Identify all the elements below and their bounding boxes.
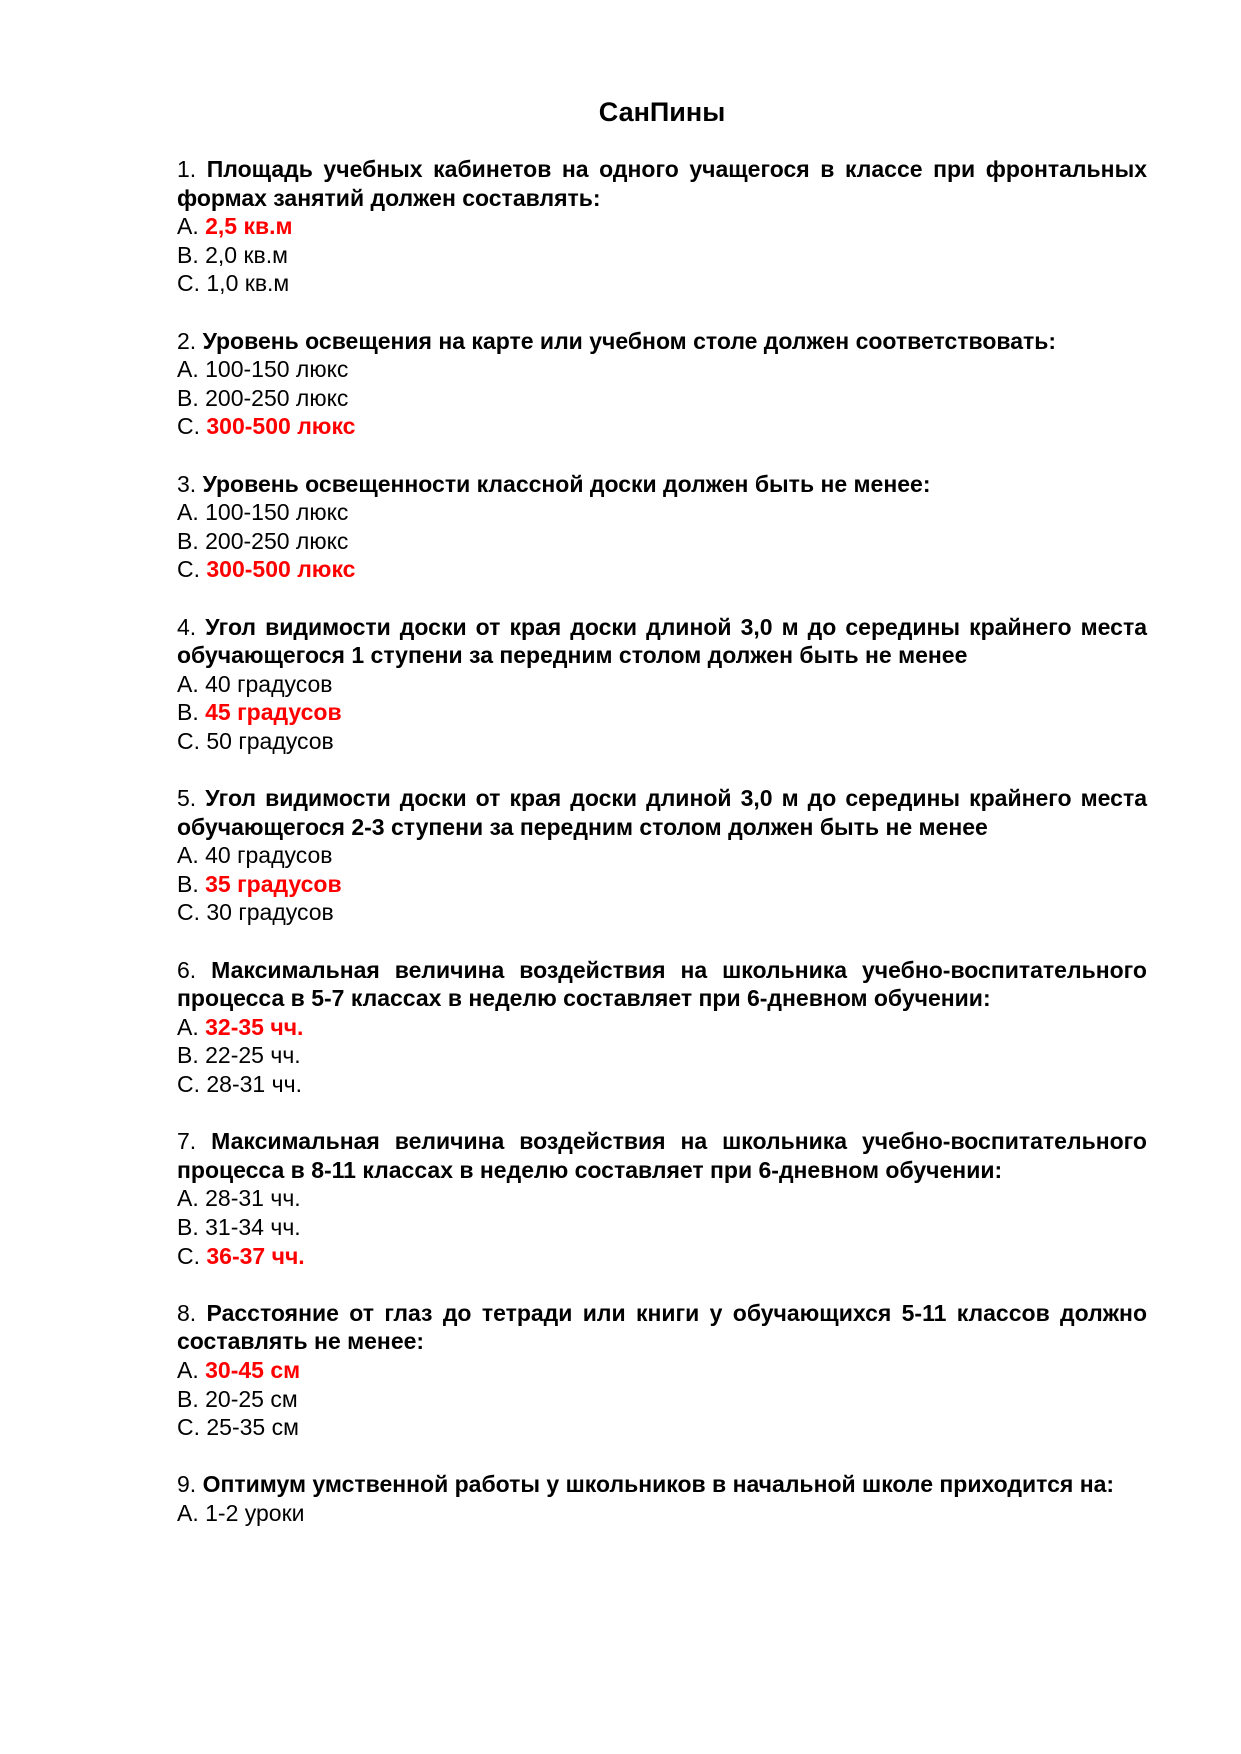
question-body: Расстояние от глаз до тетради или книги у обучающихся 5-11 классов должно составлять не менее:	[177, 1299, 1147, 1355]
option-text: 22-25 чч.	[205, 1042, 301, 1069]
answer-option	[177, 241, 1147, 270]
question-number: 3.	[177, 470, 197, 497]
question-number: 6.	[177, 956, 197, 983]
question-number: 5.	[177, 785, 197, 812]
answer-option	[177, 670, 1147, 699]
option-letter: A.	[177, 1356, 199, 1383]
answer-option	[177, 355, 1147, 384]
question-block	[177, 470, 1147, 584]
option-text: 20-25 см	[205, 1385, 298, 1412]
option-text: 200-250 люкс	[205, 384, 349, 411]
option-letter: B.	[177, 241, 199, 268]
option-text: 28-31 чч.	[205, 1185, 301, 1212]
document-page	[177, 96, 1147, 1556]
question-number: 2.	[177, 327, 197, 354]
option-letter: A.	[177, 213, 199, 240]
answer-option-correct	[177, 1242, 1147, 1271]
answer-option	[177, 898, 1147, 927]
answer-option	[177, 727, 1147, 756]
option-letter: C.	[177, 1414, 200, 1441]
question-number: 1.	[177, 156, 197, 182]
answer-option	[177, 527, 1147, 556]
answer-option-correct	[177, 412, 1147, 441]
option-letter: B.	[177, 527, 199, 554]
question-body: Уровень освещения на карте или учебном столе должен соответствовать:	[202, 327, 1057, 354]
option-letter: C.	[177, 270, 200, 297]
answer-option-correct	[177, 212, 1147, 241]
option-text: 2,0 кв.м	[205, 241, 288, 268]
option-letter: C.	[177, 556, 200, 583]
answer-option	[177, 841, 1147, 870]
option-text: 50 градусов	[206, 727, 334, 754]
option-letter: A.	[177, 499, 199, 526]
answer-option	[177, 1041, 1147, 1070]
question-number: 4.	[177, 613, 197, 640]
option-letter: A.	[177, 842, 199, 869]
answer-option	[177, 1413, 1147, 1442]
question-body: Уровень освещенности классной доски должен быть не менее:	[202, 470, 931, 497]
option-letter: A.	[177, 1499, 199, 1526]
question-text	[177, 613, 1147, 670]
option-text: 25-35 см	[206, 1414, 299, 1441]
option-letter: C.	[177, 1071, 200, 1097]
option-letter: B.	[177, 384, 199, 411]
page-title: СанПины	[598, 97, 726, 127]
option-text: 1-2 уроки	[205, 1499, 305, 1526]
answer-option	[177, 269, 1147, 298]
option-text: 36-37 чч.	[206, 1242, 305, 1269]
option-letter: A.	[177, 1185, 199, 1212]
answer-option-correct	[177, 698, 1147, 727]
option-letter: B.	[177, 1385, 199, 1412]
answer-option	[177, 1070, 1147, 1099]
question-text	[177, 1299, 1147, 1356]
question-body: Максимальная величина воздействия на школьника учебно-воспитательного процесса в 8-11 классах в неделю составляет при 6-дневном обучении:	[177, 1128, 1147, 1183]
question-number: 9.	[177, 1471, 197, 1498]
question-text	[177, 784, 1147, 841]
question-number: 7.	[177, 1128, 197, 1155]
option-letter: C.	[177, 899, 200, 926]
question-block	[177, 1127, 1147, 1270]
option-letter: A.	[177, 1013, 199, 1040]
question-text	[177, 470, 1147, 499]
question-body: Угол видимости доски от края доски длиной 3,0 м до середины крайнего места обучающегося 1 ступени за передним столом должен быть не менее	[177, 613, 1148, 669]
option-text: 300-500 люкс	[206, 556, 356, 583]
question-body: Оптимум умственной работы у школьников в начальной школе приходится на:	[202, 1471, 1115, 1498]
question-body: Максимальная величина воздействия на школьника учебно-воспитательного процесса в 5-7 классах в неделю составляет при 6-дневном обучении:	[177, 956, 1147, 1012]
option-text: 40 градусов	[205, 842, 333, 869]
question-text	[177, 1127, 1147, 1184]
option-text: 30-45 см	[205, 1356, 301, 1383]
question-text	[177, 155, 1147, 212]
question-text	[177, 327, 1147, 356]
option-text: 35 градусов	[205, 870, 342, 897]
option-letter: C.	[177, 1242, 200, 1269]
question-number: 8.	[177, 1299, 197, 1326]
question-block	[177, 327, 1147, 441]
option-letter: C.	[177, 727, 200, 754]
option-text: 31-34 чч.	[205, 1213, 301, 1240]
option-text: 32-35 чч.	[205, 1013, 304, 1040]
option-letter: C.	[177, 413, 200, 440]
option-text: 100-150 люкс	[205, 356, 349, 383]
question-block	[177, 613, 1147, 756]
answer-option	[177, 498, 1147, 527]
option-text: 45 градусов	[205, 699, 342, 726]
option-text: 200-250 люкс	[205, 527, 349, 554]
question-block	[177, 1299, 1147, 1442]
question-block	[177, 784, 1147, 927]
answer-option	[177, 1213, 1147, 1242]
answer-option-correct	[177, 1356, 1147, 1385]
question-list	[177, 155, 1147, 1528]
question-text	[177, 1470, 1147, 1499]
answer-option	[177, 1184, 1147, 1213]
answer-option-correct	[177, 555, 1147, 584]
option-text: 100-150 люкс	[205, 499, 349, 526]
option-letter: A.	[177, 670, 199, 697]
answer-option-correct	[177, 1013, 1147, 1042]
question-block	[177, 956, 1147, 1099]
option-text: 300-500 люкс	[206, 413, 356, 440]
answer-option-correct	[177, 870, 1147, 899]
question-text	[177, 956, 1147, 1013]
answer-option	[177, 1499, 1147, 1528]
option-text: 2,5 кв.м	[205, 213, 293, 240]
option-letter: B.	[177, 699, 199, 726]
question-block	[177, 1470, 1147, 1527]
answer-option	[177, 384, 1147, 413]
question-block	[177, 155, 1147, 298]
answer-option	[177, 1385, 1147, 1414]
option-text: 28-31 чч.	[206, 1071, 302, 1097]
option-letter: A.	[177, 356, 199, 383]
option-text: 1,0 кв.м	[206, 270, 290, 297]
option-text: 40 градусов	[205, 670, 333, 697]
question-body: Угол видимости доски от края доски длиной 3,0 м до середины крайнего места обучающегося 2-3 ступени за передним столом должен быть не менее	[177, 785, 1148, 840]
option-letter: B.	[177, 1213, 199, 1240]
option-text: 30 градусов	[206, 899, 334, 926]
option-letter: B.	[177, 1042, 199, 1069]
question-body: Площадь учебных кабинетов на одного учащегося в классе при фронтальных формах занятий должен составлять:	[177, 156, 1148, 211]
option-letter: B.	[177, 870, 199, 897]
